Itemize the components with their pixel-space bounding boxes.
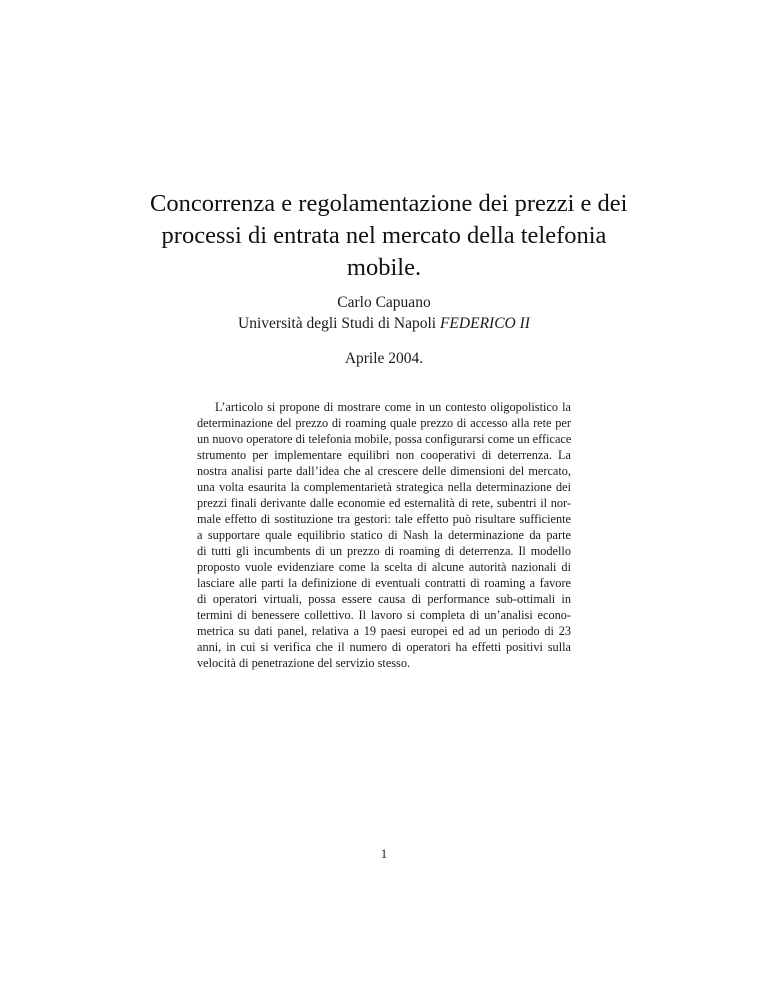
- abstract-line: nostra analisi parte dall’idea che al crescere delle dimensioni del mercato,: [197, 464, 571, 478]
- abstract-line: a supportare quale equilibrio statico di Nash la determinazione da parte: [197, 528, 571, 542]
- author-affiliation: [150, 313, 618, 334]
- abstract-line: una volta esaurita la complementarietà strategica nella determinazione dei: [197, 480, 571, 494]
- abstract-line: determinazione del prezzo di roaming quale prezzo di accesso alla rete per: [197, 416, 571, 430]
- abstract-line: velocità di penetrazione del servizio stesso.: [197, 656, 411, 670]
- affiliation-university-name: FEDERICO II: [439, 315, 530, 332]
- abstract-line: di tutti gli incumbents di un prezzo di roaming di deterrenza. Il modello: [197, 544, 571, 558]
- abstract: [197, 399, 571, 671]
- title-line: Concorrenza e regolamentazione dei prezzi e dei: [150, 190, 628, 217]
- title-line: mobile.: [346, 254, 422, 281]
- abstract-line: metrica su dati panel, relativa a 19 paesi europei ed ad un periodo di 23: [197, 624, 571, 638]
- abstract-line: L’articolo si propone di mostrare come in un contesto oligopolistico la: [215, 400, 571, 414]
- abstract-line: prezzi finali derivante dalle economie ed esternalità di rete, subentri il nor-: [197, 496, 571, 510]
- abstract-line: lasciare alle parti la definizione di eventuali contratti di roaming a favore: [197, 576, 571, 590]
- affiliation-university: Università degli Studi di Napoli: [238, 315, 437, 332]
- abstract-line: anni, in cui si verifica che il numero di operatori ha effetti positivi sulla: [197, 640, 571, 654]
- paper-title: [150, 188, 628, 284]
- page-number: 1: [380, 847, 388, 861]
- abstract-line: strumento per implementare equilibri non cooperativi di deterrenza. La: [197, 448, 571, 462]
- abstract-line: male effetto di sostituzione tra gestori: tale effetto può risultare sufficiente: [197, 512, 571, 526]
- abstract-line: proposto vuole evidenziare come la scelta di alcune autorità nazionali di: [197, 560, 571, 574]
- abstract-line: termini di benessere collettivo. Il lavoro si completa di un’analisi econo-: [197, 608, 571, 622]
- abstract-line: di operatori virtuali, possa essere causa di performance sub-ottimali in: [197, 592, 571, 606]
- abstract-line: un nuovo operatore di telefonia mobile, possa configurarsi come un efficace: [197, 432, 572, 446]
- author-name: Carlo Capuano: [337, 294, 431, 311]
- title-line: processi di entrata nel mercato della telefonia: [161, 222, 607, 249]
- publication-date: Aprile 2004.: [344, 350, 424, 367]
